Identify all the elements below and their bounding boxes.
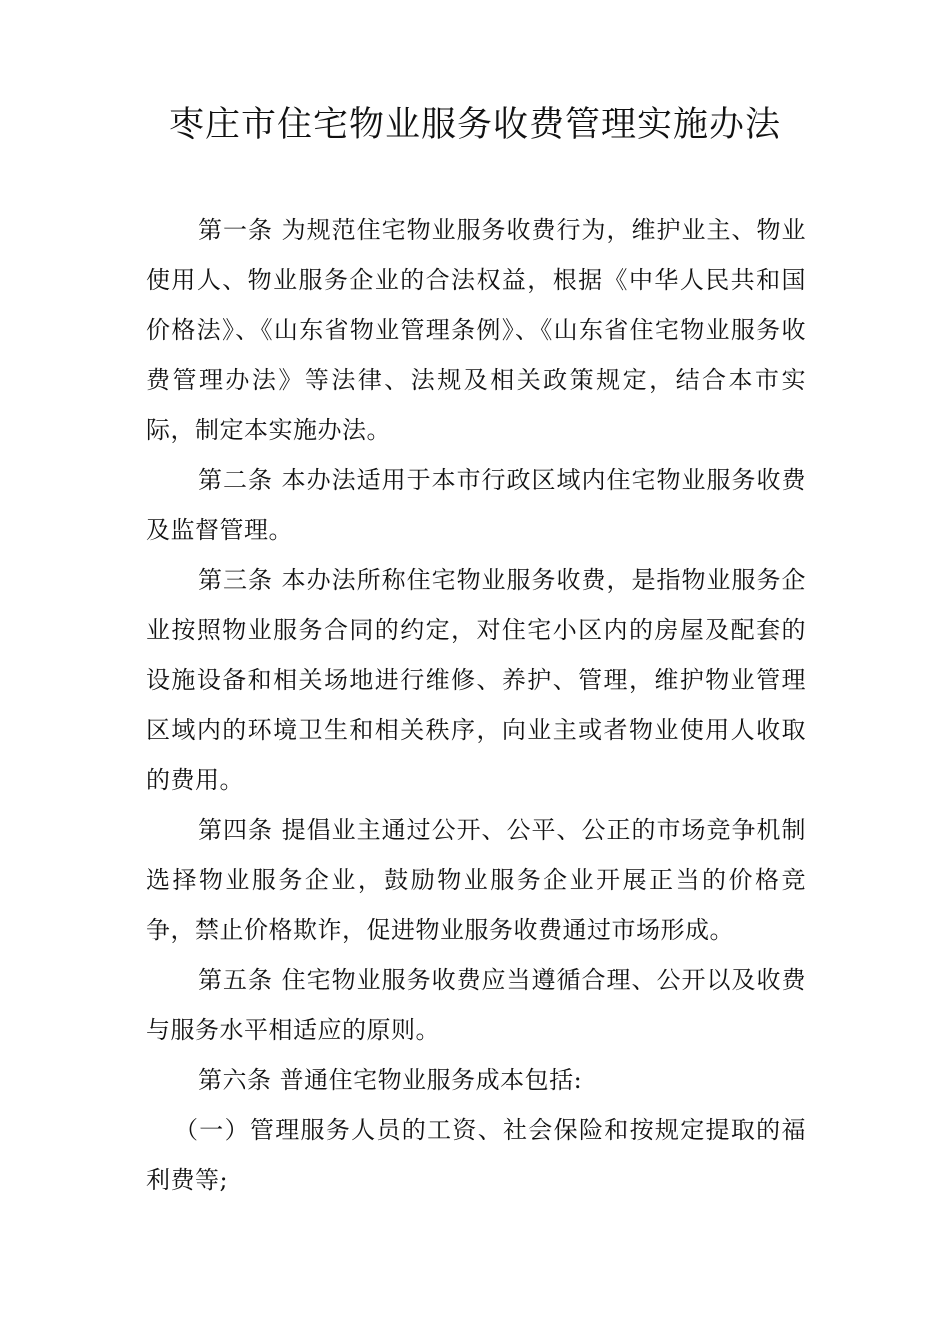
document-title: 枣庄市住宅物业服务收费管理实施办法 [168,105,781,145]
article-4-paragraph: 第四条 提倡业主通过公开、公平、公正的市场竞争机制选择物业服务企业，鼓励物业服务企业开展正当的价格竞争，禁止价格欺诈，促进物业服务收费通过市场形成。 [146,816,806,944]
article-5-paragraph: 第五条 住宅物业服务收费应当遵循合理、公开以及收费与服务水平相适应的原则。 [146,966,806,1044]
article-6-paragraph: 第六条 普通住宅物业服务成本包括: [198,1066,583,1094]
article-3-paragraph: 第三条 本办法所称住宅物业服务收费，是指物业服务企业按照物业服务合同的约定，对住宅小区内的房屋及配套的设施设备和相关场地进行维修、养护、管理，维护物业管理区域内的环境卫生和相关秩序，向业主或者物业使用人收取的费用。 [146,566,806,794]
article-1-paragraph: 第一条 为规范住宅物业服务收费行为，维护业主、物业使用人、物业服务企业的合法权益，根据《中华人民共和国价格法》、《山东省物业管理条例》、《山东省住宅物业服务收费管理办法》等法律、法规及相关政策规定，结合本市实际，制定本实施办法。 [146,216,806,444]
article-6-item-1: （一）管理服务人员的工资、社会保险和按规定提取的福利费等; [146,1116,806,1194]
article-2-paragraph: 第二条 本办法适用于本市行政区域内住宅物业服务收费及监督管理。 [146,466,806,544]
document-body [146,205,806,1205]
